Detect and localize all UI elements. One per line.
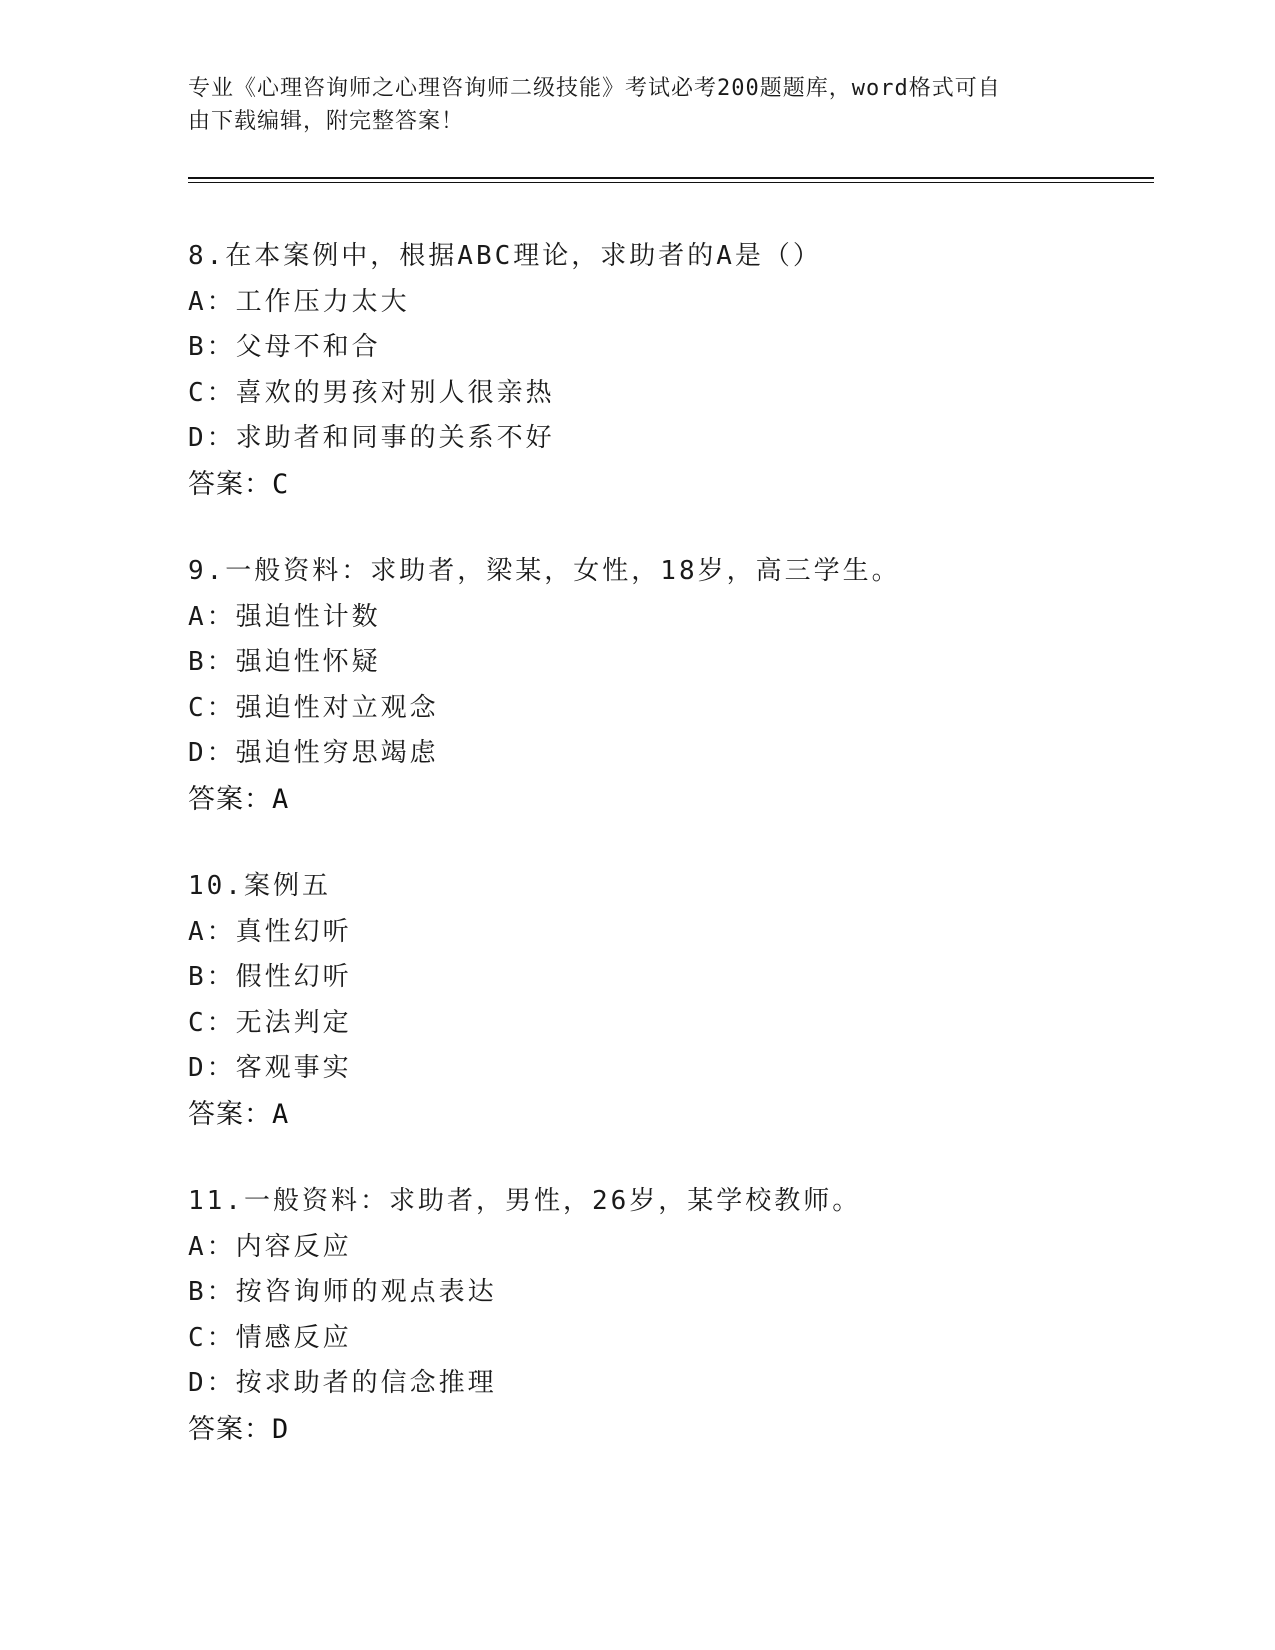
option-c: C：情感反应 [188, 1322, 352, 1353]
option-a: A：真性幻听 [188, 916, 352, 947]
option-b: B：假性幻听 [188, 962, 352, 992]
header-divider-bottom [188, 182, 1154, 183]
option-a: A：强迫性计数 [188, 601, 381, 632]
document-header [188, 72, 1068, 138]
answer-line: 答案：A [188, 1098, 290, 1130]
question-stem: 9.一般资料：求助者，梁某，女性，18岁，高三学生。 [188, 556, 901, 586]
answer-line: 答案：A [188, 783, 290, 815]
question-11 [188, 1179, 1154, 1452]
question-list [188, 234, 1154, 1494]
option-b: B：按咨询师的观点表达 [188, 1277, 497, 1307]
option-d: D：强迫性穷思竭虑 [188, 738, 439, 768]
header-divider-top [188, 177, 1154, 179]
option-d: D：按求助者的信念推理 [188, 1368, 497, 1398]
option-a: A：内容反应 [188, 1231, 352, 1262]
answer-line: 答案：D [188, 1413, 290, 1445]
question-stem: 11.一般资料：求助者，男性，26岁，某学校教师。 [188, 1186, 862, 1216]
option-c: C：喜欢的男孩对别人很亲热 [188, 377, 555, 408]
option-b: B：父母不和合 [188, 332, 381, 362]
option-c: C：强迫性对立观念 [188, 692, 439, 723]
option-d: D：求助者和同事的关系不好 [188, 423, 555, 453]
header-line-1: 专业《心理咨询师之心理咨询师二级技能》考试必考200题题库，word格式可自 [188, 76, 1001, 101]
question-stem: 10.案例五 [188, 871, 331, 901]
option-a: A：工作压力太大 [188, 286, 410, 317]
question-stem: 8.在本案例中，根据ABC理论，求助者的A是（） [188, 241, 822, 271]
option-c: C：无法判定 [188, 1007, 352, 1038]
question-8 [188, 234, 1154, 507]
header-line-2: 由下载编辑，附完整答案！ [188, 109, 465, 134]
question-10 [188, 864, 1154, 1137]
question-9 [188, 549, 1154, 822]
option-d: D：客观事实 [188, 1053, 352, 1083]
answer-line: 答案：C [188, 468, 290, 500]
option-b: B：强迫性怀疑 [188, 647, 381, 677]
